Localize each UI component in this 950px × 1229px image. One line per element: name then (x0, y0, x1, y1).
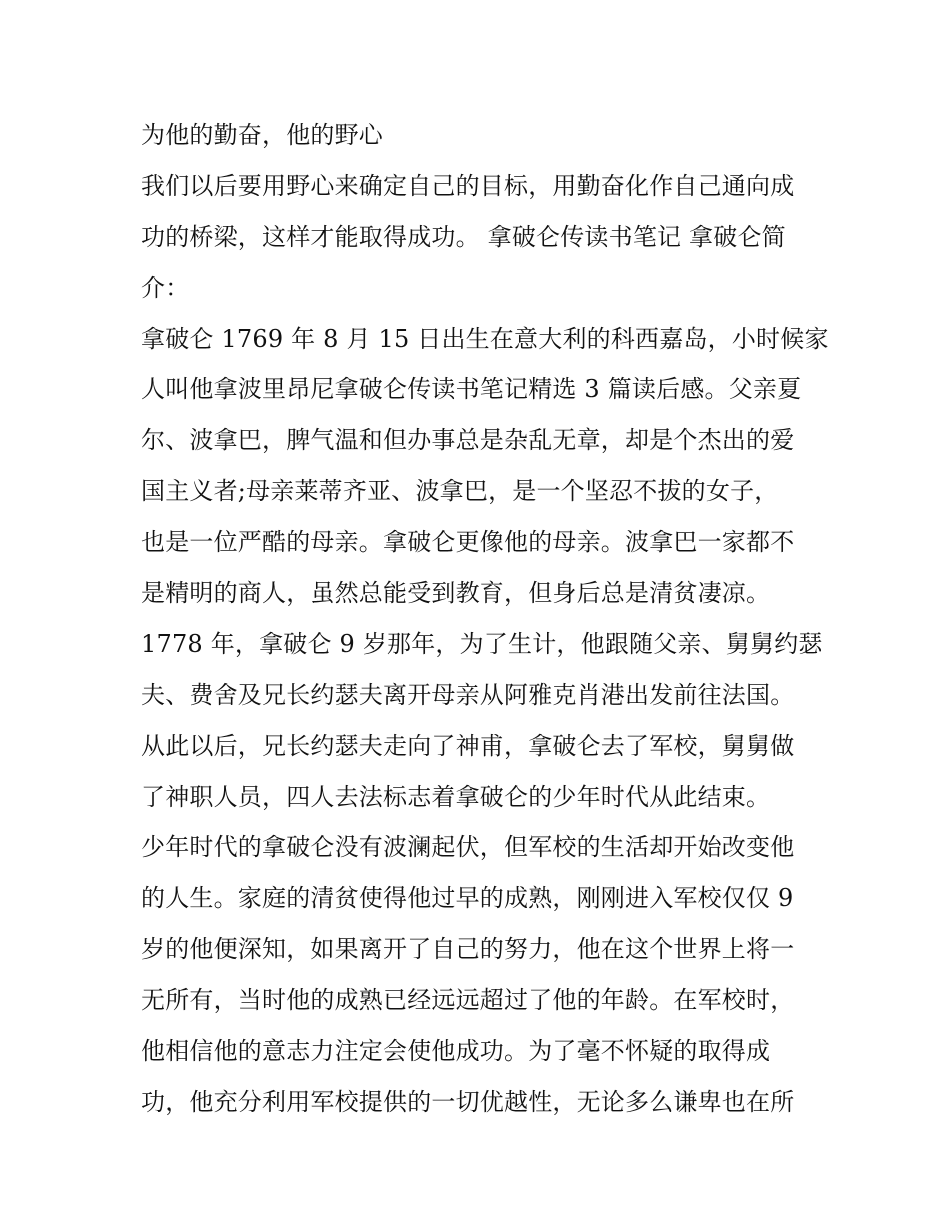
text-line: 介： (141, 273, 190, 302)
text-line: 1778 年，拿破仑 9 岁那年，为了生计，他跟随父亲、舅舅约瑟 (141, 629, 823, 658)
text-line: 尔、波拿巴，脾气温和但办事总是杂乱无章，却是个杰出的爱 (141, 426, 795, 455)
text-line: 他相信他的意志力注定会使他成功。为了毫不怀疑的取得成 (141, 1037, 771, 1066)
text-line: 是精明的商人，虽然总能受到教育，但身后总是清贫凄凉。 (141, 579, 771, 608)
text-line: 功的桥梁，这样才能取得成功。 拿破仑传读书笔记 拿破仑简 (141, 222, 786, 251)
body-text (141, 110, 829, 1128)
text-line: 也是一位严酷的母亲。拿破仑更像他的母亲。波拿巴一家都不 (141, 528, 795, 557)
text-line: 少年时代的拿破仑没有波澜起伏，但军校的生活却开始改变他 (141, 833, 795, 862)
text-line: 我们以后要用野心来确定自己的目标，用勤奋化作自己通向成 (141, 171, 795, 200)
text-line: 为他的勤奋，他的野心 (141, 121, 383, 149)
text-line: 人叫他拿波里昂尼拿破仑传读书笔记精选 3 篇读后感。父亲夏 (141, 375, 802, 404)
text-line: 从此以后，兄长约瑟夫走向了神甫，拿破仑去了军校，舅舅做 (141, 731, 795, 760)
text-line: 岁的他便深知，如果离开了自己的努力，他在这个世界上将一 (141, 935, 795, 964)
text-line: 无所有，当时他的成熟已经远远超过了他的年龄。在军校时， (141, 986, 795, 1015)
text-line: 国主义者;母亲莱蒂齐亚、波拿巴，是一个坚忍不拔的女子， (141, 477, 779, 506)
text-line: 的人生。家庭的清贫使得他过早的成熟，刚刚进入军校仅仅 9 (141, 884, 794, 913)
text-line: 功，他充分利用军校提供的一切优越性，无论多么谦卑也在所 (141, 1087, 795, 1116)
text-line: 拿破仑 1769 年 8 月 15 日出生在意大利的科西嘉岛，小时候家 (141, 324, 829, 353)
text-line: 夫、费舍及兄长约瑟夫离开母亲从阿雅克肖港出发前往法国。 (141, 680, 795, 709)
text-line: 了神职人员，四人去法标志着拿破仑的少年时代从此结束。 (141, 782, 771, 811)
